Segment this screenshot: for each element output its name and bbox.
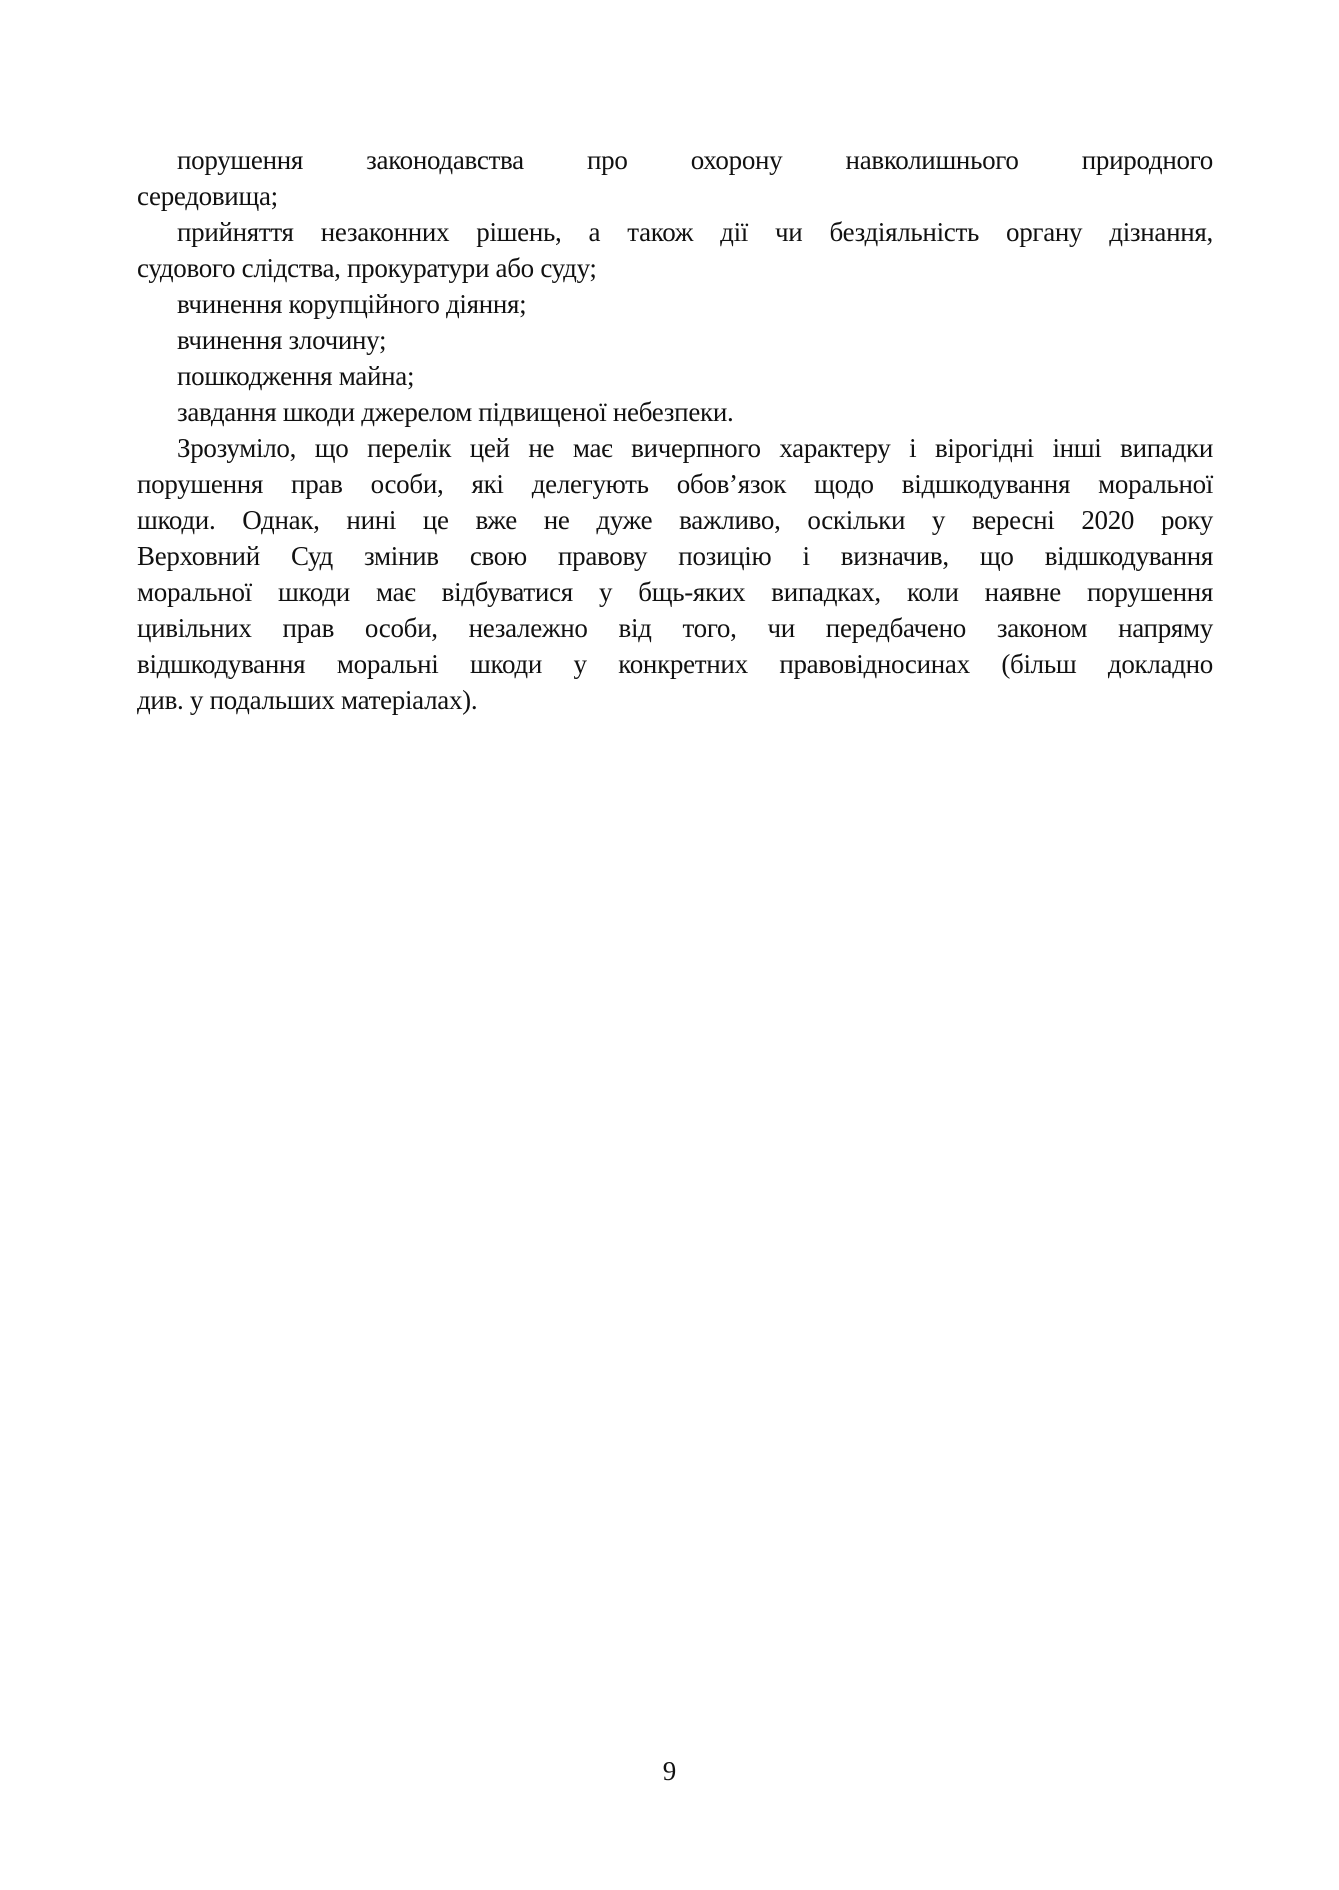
text-line: пошкодження майна; — [177, 361, 415, 391]
text-line: відшкодування моральні шкоди у конкретних правовідносинах (більш докладно — [137, 649, 1213, 679]
text-line: вчинення корупційного діяння; — [177, 289, 527, 319]
text-line: середовища; — [137, 181, 278, 211]
text-line: порушення прав особи, які делегують обов’язок щодо відшкодування моральної — [137, 469, 1213, 499]
paragraph-corruption — [137, 286, 1213, 322]
paragraph-unlawful-decisions — [137, 214, 1213, 286]
text-line: шкоди. Однак, нині це вже не дуже важливо, оскільки у вересні 2020 року — [137, 505, 1213, 535]
text-line: Зрозуміло, що перелік цей не має вичерпного характеру і вірогідні інші випадки — [177, 433, 1213, 463]
paragraph-environment-violation — [137, 142, 1213, 214]
text-line: див. у подальших матеріалах). — [137, 685, 478, 715]
paragraph-source-of-danger — [137, 394, 1213, 430]
text-line: Верховний Суд змінив свою правову позицію і визначив, що відшкодування — [137, 541, 1213, 571]
paragraph-supreme-court-position — [137, 430, 1213, 718]
text-line: цивільних прав особи, незалежно від того, чи передбачено законом напряму — [137, 613, 1213, 643]
paragraph-crime — [137, 322, 1213, 358]
text-line: прийняття незаконних рішень, а також дії чи бездіяльність органу дізнання, — [177, 217, 1213, 247]
text-line: моральної шкоди має відбуватися у бщь-яких випадках, коли наявне порушення — [137, 577, 1213, 607]
page-number: 9 — [662, 1756, 677, 1786]
text-line: вчинення злочину; — [177, 325, 387, 355]
paragraph-property-damage — [137, 358, 1213, 394]
text-line: порушення законодавства про охорону навколишнього природного — [177, 145, 1213, 175]
text-line: завдання шкоди джерелом підвищеної небезпеки. — [177, 397, 734, 427]
page-body — [137, 142, 1213, 718]
text-line: судового слідства, прокуратури або суду; — [137, 253, 597, 283]
